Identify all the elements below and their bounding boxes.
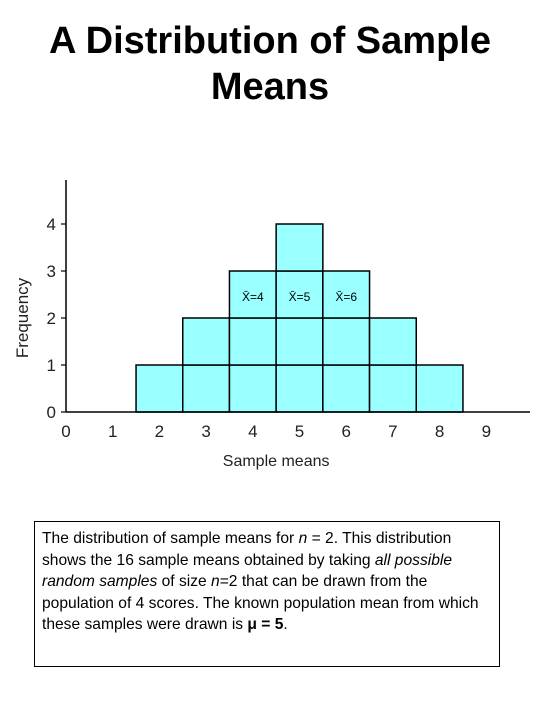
- x-tick-label: 1: [107, 422, 118, 441]
- caption-text-5: .: [283, 616, 288, 633]
- x-tick-label: 2: [154, 422, 165, 441]
- histogram-bar-cell: [276, 318, 323, 365]
- x-tick-label: 4: [248, 422, 258, 441]
- caption-box: [34, 521, 500, 667]
- histogram-bar-cell: [183, 365, 230, 412]
- x-tick-label: 0: [61, 422, 71, 441]
- y-axis-label: Frequency: [13, 277, 32, 359]
- caption-text-1: The distribution of sample means for: [42, 530, 299, 547]
- histogram-bar-cell: [276, 224, 323, 271]
- x-axis-label: Sample means: [222, 453, 330, 470]
- slide-title-line1: A Distribution of Sample: [49, 20, 491, 62]
- x-tick-label: 7: [388, 422, 398, 441]
- x-tick-label: 8: [434, 422, 445, 441]
- caption-text-2: = 2. This distribution shows the 16 sample means obtained by taking: [42, 530, 452, 569]
- histogram-bar-cell: [416, 365, 463, 412]
- x-tick-label: 3: [201, 422, 211, 441]
- caption-text-3: of size: [157, 573, 212, 590]
- y-tick-label: 0: [46, 403, 56, 422]
- histogram-bar-cell: [370, 318, 417, 365]
- slide-title-line2: Means: [210, 66, 330, 108]
- x-tick-label: 6: [341, 422, 351, 441]
- histogram-bar-cell: [323, 318, 370, 365]
- x-tick-label: 5: [294, 422, 305, 441]
- histogram-bar-cell: [229, 318, 276, 365]
- y-tick-label: 2: [46, 309, 56, 328]
- histogram-bar-cell: [370, 365, 417, 412]
- caption-text-4: =2 that can be drawn from the population of 4 scores. The known population mean from which these samples were drawn is: [42, 573, 479, 633]
- caption-n-variable: n: [298, 530, 308, 547]
- histogram-bar-cell: [183, 318, 230, 365]
- caption-mu: μ = 5: [247, 616, 284, 633]
- histogram-bar-cell: [276, 365, 323, 412]
- caption-n-variable-2: n: [211, 573, 220, 590]
- mean-annotation: X̄=5: [288, 290, 311, 304]
- mean-annotation: X̄=6: [335, 290, 358, 304]
- x-tick-label: 9: [481, 422, 492, 441]
- caption-emphasis: all possible random samples: [42, 551, 453, 590]
- histogram-chart: [0, 165, 540, 475]
- y-tick-label: 3: [46, 262, 56, 281]
- histogram-bar-cell: [136, 365, 183, 412]
- y-tick-label: 1: [46, 356, 56, 375]
- slide-title: [0, 18, 540, 110]
- histogram-bar-cell: [323, 365, 370, 412]
- mean-annotation: X̄=4: [241, 290, 264, 304]
- histogram-bar-cell: [229, 365, 276, 412]
- y-tick-label: 4: [46, 215, 56, 234]
